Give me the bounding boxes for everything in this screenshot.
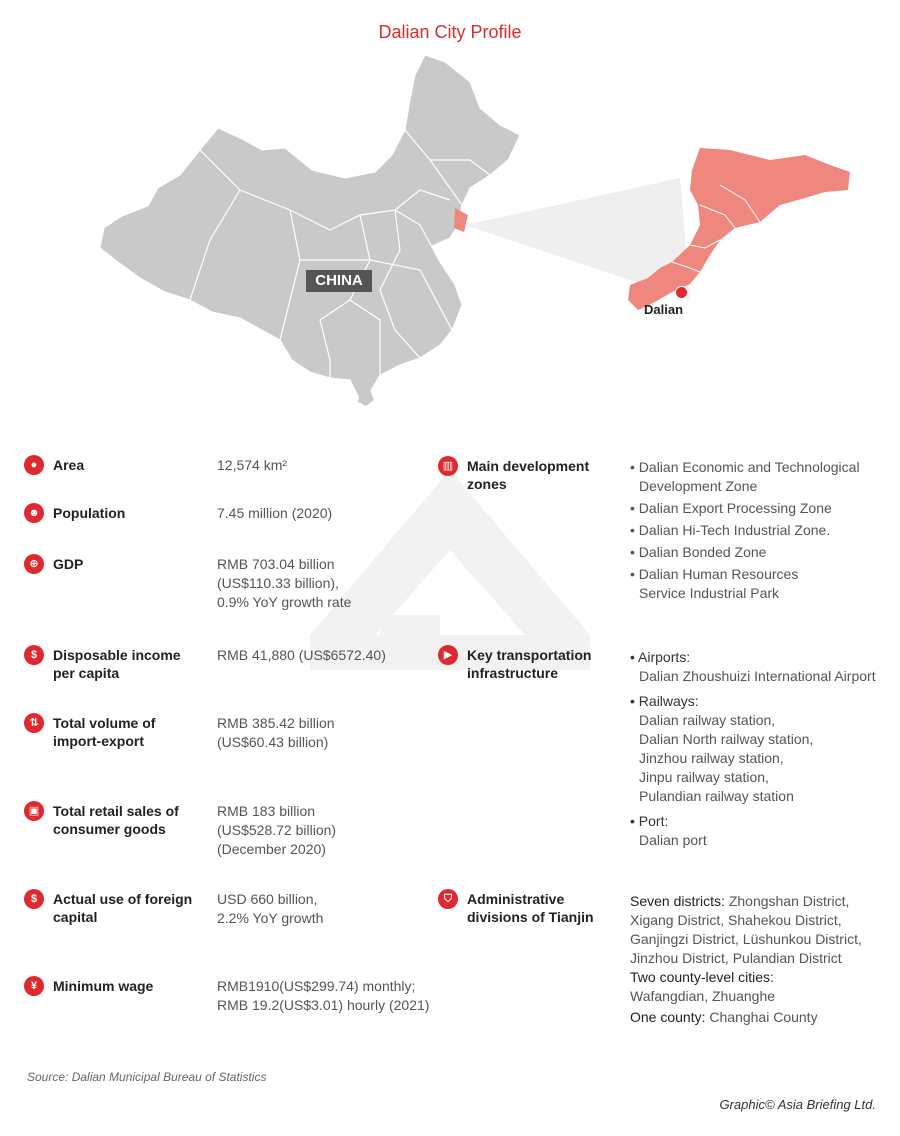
source-note: Source: Dalian Municipal Bureau of Statistics — [27, 1070, 267, 1084]
zone-item: • Dalian Human Resources Service Industrial Park — [630, 566, 799, 601]
admin-label: Administrative divisions of Tianjin — [467, 891, 594, 925]
metric-label: Population — [53, 505, 126, 521]
metric-label: Area — [53, 457, 85, 473]
population-icon: ☻ — [24, 503, 44, 523]
railway-item: Dalian railway station, — [639, 712, 776, 728]
district-line: Ganjingzi District, Lüshunkou District, — [630, 931, 862, 947]
zone-item: • Dalian Export Processing Zone — [630, 500, 832, 516]
zones-label — [467, 457, 589, 493]
dalian-marker-icon — [675, 286, 688, 299]
shield-icon: ⛉ — [438, 889, 458, 909]
districts-head: Seven districts: — [630, 893, 725, 909]
country-label: CHINA — [306, 270, 372, 292]
transport-list — [630, 648, 895, 850]
globe-icon: ⊕ — [24, 554, 44, 574]
metric-label: GDP — [53, 556, 84, 572]
truck-icon: ▶ — [438, 645, 458, 665]
graphic-credit: Graphic© Asia Briefing Ltd. — [719, 1097, 876, 1112]
zones-label-line1: Main development — [467, 458, 590, 474]
zone-item: • Dalian Bonded Zone — [630, 544, 767, 560]
dollar-icon: $ — [24, 889, 44, 909]
metric-value: RMB1910(US$299.74) monthly; RMB 19.2(US$3.01) hourly (2021) — [217, 978, 430, 1013]
railway-item: Pulandian railway station — [639, 788, 794, 804]
railway-item: Jinzhou railway station, — [639, 750, 784, 766]
district-line: Jinzhou District, Pulandian District — [630, 950, 842, 966]
metric-value: RMB 183 billion (US$528.72 billion) (December 2020) — [217, 803, 337, 857]
box-icon: ▣ — [24, 801, 44, 821]
money-icon: $ — [24, 645, 44, 665]
admin-list: Seven districts: Zhongshan District, Xigang District, Shahekou District, Ganjingzi District, Lüshunkou District, Jinzhou District, Pulandian District Two county-level cities: Wafangdian, Zhuanghe One county: Changhai County — [630, 892, 895, 1027]
county-value: Changhai County — [709, 1009, 818, 1025]
metric-label: Minimum wage — [53, 978, 154, 994]
wage-icon: ¥ — [24, 976, 44, 996]
railway-item: Jinpu railway station, — [639, 769, 769, 785]
city-label: Dalian — [644, 302, 684, 317]
metric-value: RMB 703.04 billion (US$110.33 billion), 0.9% YoY growth rate — [217, 556, 352, 610]
metric-value: USD 660 billion, 2.2% YoY growth — [217, 891, 324, 926]
building-icon: ▥ — [438, 456, 458, 476]
metric-label: Disposable income per capita — [53, 647, 181, 681]
airports-head: • Airports: — [630, 649, 691, 665]
zone-item: • Dalian Hi-Tech Industrial Zone. — [630, 522, 831, 538]
metric-value: RMB 41,880 (US$6572.40) — [217, 647, 386, 663]
metric-value: 12,574 km² — [217, 457, 288, 473]
metric-value: 7.45 million (2020) — [217, 505, 333, 521]
metric-label: Actual use of foreign capital — [53, 891, 193, 925]
district-line: Xigang District, Shahekou District, — [630, 912, 842, 928]
cities-value: Wafangdian, Zhuanghe — [630, 988, 776, 1004]
county-head: One county: — [630, 1009, 706, 1025]
port-item: Dalian port — [639, 832, 707, 848]
railways-head: • Railways: — [630, 693, 699, 709]
china-map — [0, 50, 900, 420]
railway-item: Dalian North railway station, — [639, 731, 814, 747]
metric-label: Total volume of import-export — [53, 715, 156, 749]
zones-list — [630, 458, 890, 606]
map-pin-icon: ● — [24, 455, 44, 475]
page-title: Dalian City Profile — [378, 22, 522, 42]
airport-item: Dalian Zhoushuizi International Airport — [639, 668, 876, 684]
metric-label: Total retail sales of consumer goods — [53, 803, 179, 837]
zone-item: • Dalian Economic and Technological Development Zone — [630, 459, 860, 494]
metric-value: RMB 385.42 billion (US$60.43 billion) — [217, 715, 335, 750]
transport-label: Key transportation infrastructure — [467, 647, 592, 681]
import-export-icon: ⇅ — [24, 713, 44, 733]
cities-head: Two county-level cities: — [630, 969, 774, 985]
port-head: • Port: — [630, 813, 669, 829]
zones-label-line2: zones — [467, 476, 507, 492]
